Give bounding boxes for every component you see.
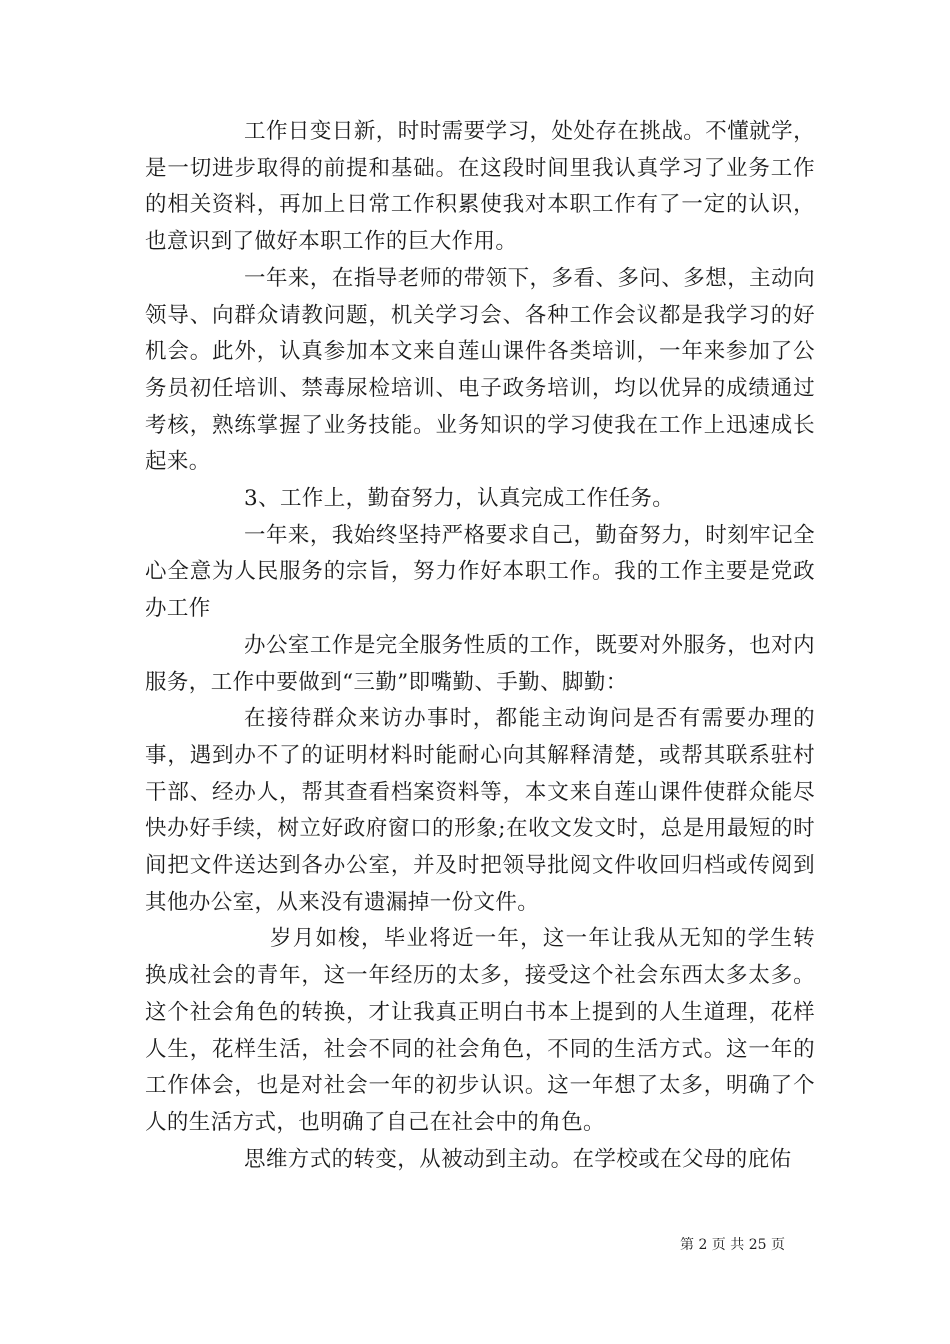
document-body <box>145 114 815 1178</box>
paragraph-training: 一年来，在指导老师的带领下，多看、多问、多想，主动向领导、向群众请教问题，机关学习会、各种工作会议都是我学习的好机会。此外，认真参加本文来自莲山课件各类培训，一年来参加了公务员初任培训、禁毒尿检培训、电子政务培训，均以优异的成绩通过考核，熟练掌握了业务技能。业务知识的学习使我在工作上迅速成长起来。 <box>145 265 815 475</box>
page-number-footer: 第 2 页 共 25 页 <box>680 1237 785 1253</box>
paragraph-learning-challenges: 工作日变日新，时时需要学习，处处存在挑战。不懂就学，是一切进步取得的前提和基础。在这段时间里我认真学习了业务工作的相关资料，再加上日常工作积累使我对本职工作有了一定的认识，也意识到了做好本职工作的巨大作用。 <box>145 119 815 255</box>
paragraph-mindset-change: 思维方式的转变，从被动到主动。在学校或在父母的庇佑 <box>244 1146 792 1172</box>
paragraph-diligent-work: 一年来，我始终坚持严格要求自己，勤奋努力，时刻牢记全心全意为人民服务的宗旨，努力作好本职工作。我的工作主要是党政办工作 <box>145 522 815 622</box>
paragraph-office-service: 办公室工作是完全服务性质的工作，既要对外服务，也对内服务，工作中要做到“三勤”即嘴勤、手勤、脚勤： <box>145 632 815 695</box>
paragraph-one-year-reflection: 岁月如梭，毕业将近一年，这一年让我从无知的学生转换成社会的青年，这一年经历的太多，接受这个社会东西太多太多。这个社会角色的转换，才让我真正明白书本上提到的人生道理，花样人生，花样生活，社会不同的社会角色，不同的生活方式。这一年的工作体会，也是对社会一年的初步认识。这一年想了太多，明确了个人的生活方式，也明确了自己在社会中的角色。 <box>145 926 815 1135</box>
paragraph-receiving-visitors: 在接待群众来访办事时，都能主动询问是否有需要办理的事，遇到办不了的证明材料时能耐心向其解释清楚，或帮其联系驻村干部、经办人，帮其查看档案资料等，本文来自莲山课件使群众能尽快办好手续，树立好政府窗口的形象;在收文发文时，总是用最短的时间把文件送达到各办公室，并及时把领导批阅文件收回归档或传阅到其他办公室，从来没有遗漏掉一份文件。 <box>145 706 815 915</box>
paragraph-section-heading-3: 3、工作上，勤奋努力，认真完成工作任务。 <box>244 486 675 512</box>
